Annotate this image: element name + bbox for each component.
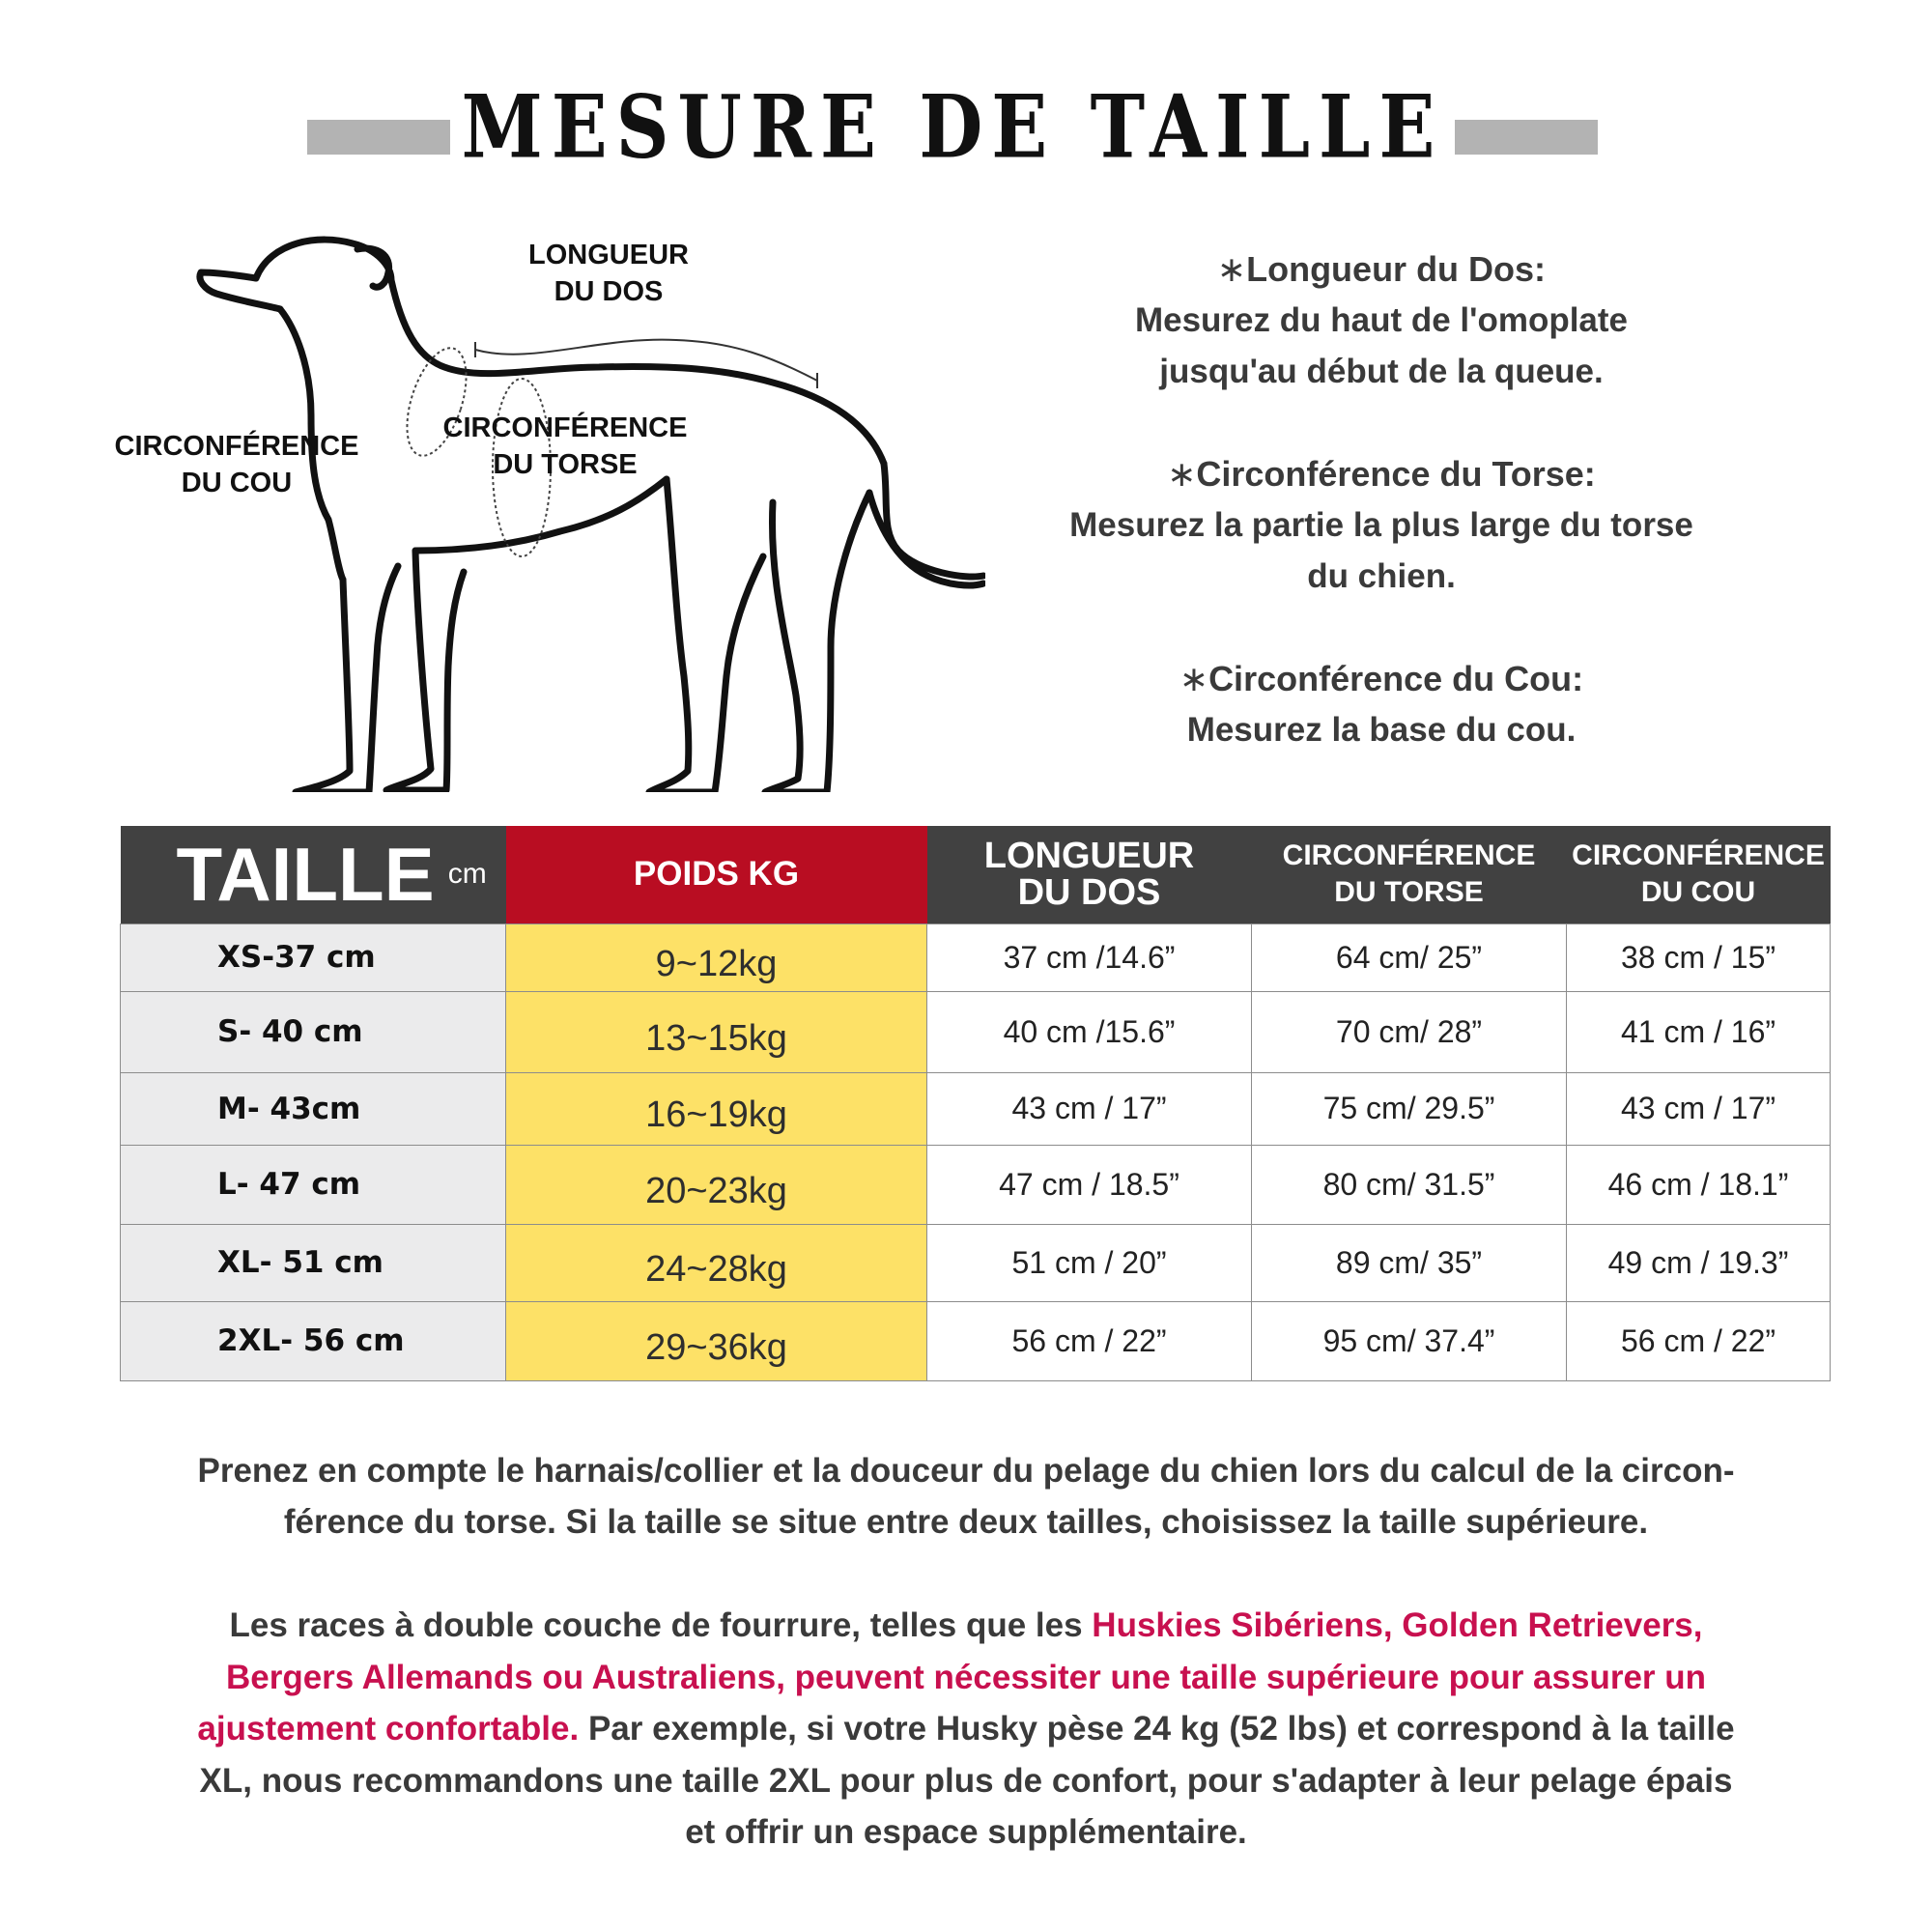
header-size-label: TAILLE: [176, 832, 435, 918]
fit-note-line: férence du torse. Si la taille se situe entre deux tailles, choisissez la taille supérieure.: [283, 1503, 1649, 1541]
cell-back-length: 47 cm / 18.5”: [927, 1145, 1252, 1224]
cell-size: S- 40 cm: [121, 991, 506, 1072]
instruction-heading: Longueur du Dos:: [1246, 249, 1547, 289]
asterisk-icon: ∗: [1167, 454, 1197, 494]
label-chest-line1: CIRCONFÉRENCE: [442, 412, 688, 443]
breed-note-highlight: Bergers Allemands ou Australiens, peuvent nécessiter une taille supérieure pour assurer un: [225, 1658, 1707, 1696]
cell-weight: 9~12kg: [506, 923, 927, 991]
cell-chest: 64 cm/ 25”: [1252, 923, 1567, 991]
label-back-length: [512, 237, 705, 310]
header-neck: [1567, 826, 1831, 923]
cell-size: L- 47 cm: [121, 1145, 506, 1224]
header-weight: POIDS KG: [506, 826, 927, 923]
cell-neck: 38 cm / 15”: [1567, 923, 1831, 991]
page-title: MESURE DE TAILLE: [450, 82, 1456, 173]
instruction-line: Mesurez la partie la plus large du torse: [1069, 506, 1693, 544]
instruction-back-length: [976, 243, 1787, 397]
cell-back-length: 43 cm / 17”: [927, 1072, 1252, 1145]
cell-size: M- 43cm: [121, 1072, 506, 1145]
fit-note-line: Prenez en compte le harnais/collier et la douceur du pelage du chien lors du calcul de la circon-: [197, 1452, 1735, 1490]
instruction-line: Mesurez du haut de l'omoplate: [1134, 301, 1629, 339]
header-back-line1: LONGUEUR: [983, 836, 1195, 877]
cell-weight: 16~19kg: [506, 1072, 927, 1145]
table-header-row: [121, 826, 1831, 923]
cell-weight: 24~28kg: [506, 1224, 927, 1301]
cell-back-length: 37 cm /14.6”: [927, 923, 1252, 991]
header-size: [121, 826, 506, 923]
size-table: [120, 826, 1831, 1381]
cell-neck: 41 cm / 16”: [1567, 991, 1831, 1072]
instruction-heading: Circonférence du Cou:: [1208, 659, 1584, 698]
header-chest-line2: DU TORSE: [1334, 876, 1484, 909]
header-size-unit: cm: [447, 858, 487, 891]
header-chest-line1: CIRCONFÉRENCE: [1282, 839, 1536, 872]
cell-chest: 70 cm/ 28”: [1252, 991, 1567, 1072]
asterisk-icon: ∗: [1179, 659, 1209, 698]
breed-note-text: XL, nous recommandons une taille 2XL pour plus de confort, pour s'adapter à leur pelage épais: [199, 1761, 1733, 1800]
label-chest-circumference: [425, 410, 705, 483]
cell-neck: 49 cm / 19.3”: [1567, 1224, 1831, 1301]
label-neck-line2: DU COU: [181, 468, 293, 498]
cell-weight: 13~15kg: [506, 991, 927, 1072]
breed-note: [116, 1600, 1816, 1859]
label-neck-circumference: [97, 428, 377, 501]
instructions: [976, 243, 1787, 807]
table-row: [121, 1301, 1831, 1380]
title-wrap: [307, 75, 1598, 178]
table-row: [121, 1145, 1831, 1224]
cell-neck: 46 cm / 18.1”: [1567, 1145, 1831, 1224]
header-back-line2: DU DOS: [1017, 872, 1161, 914]
header-neck-line1: CIRCONFÉRENCE: [1572, 839, 1825, 872]
dog-diagram: [97, 213, 985, 792]
breed-note-text: Par exemple, si votre Husky pèse 24 kg (52 lbs) et correspond à la taille: [579, 1710, 1735, 1747]
cell-weight: 29~36kg: [506, 1301, 927, 1380]
cell-chest: 80 cm/ 31.5”: [1252, 1145, 1567, 1224]
table-row: [121, 1072, 1831, 1145]
cell-size: 2XL- 56 cm: [121, 1301, 506, 1380]
header-neck-line2: DU COU: [1640, 876, 1756, 909]
table-row: [121, 991, 1831, 1072]
instruction-heading: Circonférence du Torse:: [1196, 454, 1596, 494]
cell-neck: 43 cm / 17”: [1567, 1072, 1831, 1145]
instruction-line: du chien.: [1307, 557, 1456, 595]
cell-size: XS-37 cm: [121, 923, 506, 991]
instruction-chest: [976, 448, 1787, 602]
cell-back-length: 40 cm /15.6”: [927, 991, 1252, 1072]
instruction-neck: [976, 653, 1787, 755]
table-row: [121, 1224, 1831, 1301]
label-back-length-line1: LONGUEUR: [528, 240, 689, 270]
breed-note-highlight: ajustement confortable.: [197, 1710, 580, 1747]
asterisk-icon: ∗: [1216, 249, 1247, 289]
instruction-line: jusqu'au début de la queue.: [1159, 353, 1604, 390]
cell-back-length: 51 cm / 20”: [927, 1224, 1252, 1301]
cell-chest: 75 cm/ 29.5”: [1252, 1072, 1567, 1145]
instruction-line: Mesurez la base du cou.: [1186, 711, 1577, 749]
header-chest: [1252, 826, 1567, 923]
cell-weight: 20~23kg: [506, 1145, 927, 1224]
cell-back-length: 56 cm / 22”: [927, 1301, 1252, 1380]
breed-note-text: et offrir un espace supplémentaire.: [685, 1813, 1247, 1851]
table-row: [121, 923, 1831, 991]
label-back-length-line2: DU DOS: [554, 276, 664, 307]
cell-size: XL- 51 cm: [121, 1224, 506, 1301]
cell-chest: 89 cm/ 35”: [1252, 1224, 1567, 1301]
fit-note: [116, 1445, 1816, 1548]
cell-neck: 56 cm / 22”: [1567, 1301, 1831, 1380]
breed-note-text: Les races à double couche de fourrure, telles que les: [229, 1606, 1093, 1644]
cell-chest: 95 cm/ 37.4”: [1252, 1301, 1567, 1380]
label-neck-line1: CIRCONFÉRENCE: [114, 431, 359, 462]
breed-note-highlight: Huskies Sibériens, Golden Retrievers,: [1092, 1606, 1703, 1644]
header-back-length: [927, 826, 1252, 923]
label-chest-line2: DU TORSE: [493, 449, 638, 480]
